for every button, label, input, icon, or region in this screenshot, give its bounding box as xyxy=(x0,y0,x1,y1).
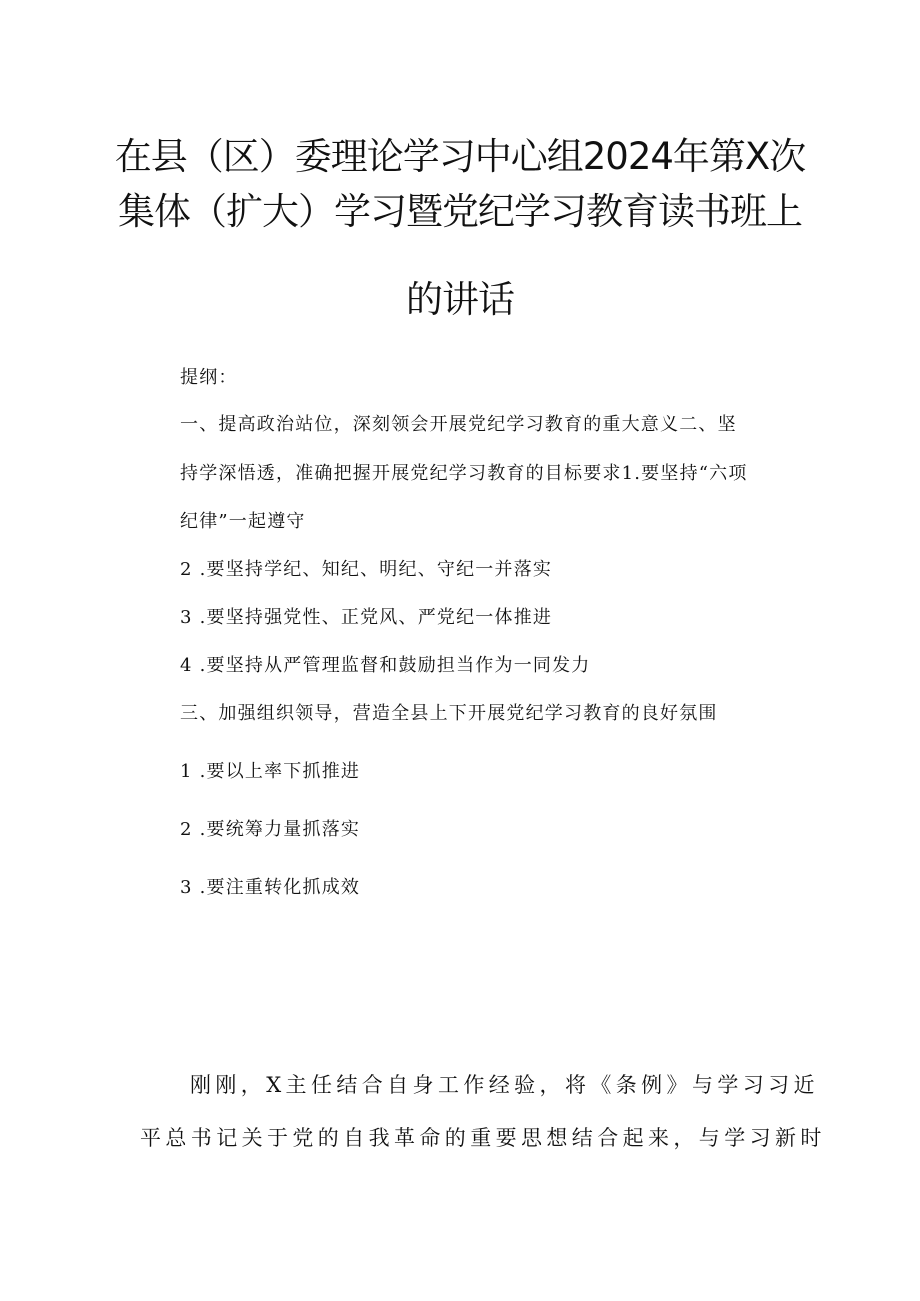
body-paragraph-line-2: 平总书记关于党的自我革命的重要思想结合起来，与学习新时 xyxy=(140,1126,826,1150)
outline-item-1-line-3: 纪律”一起遵守 xyxy=(180,511,306,532)
outline-sub-item-1: 1 .要以上率下抓推进 xyxy=(180,761,361,782)
outline-item-1-line-2: 持学深悟透，准确把握开展党纪学习教育的目标要求1.要坚持“六项 xyxy=(180,463,748,484)
document-title-line-1: 在县（区）委理论学习中心组2024年第X次 xyxy=(114,135,806,178)
outline-item-3: 3 .要坚持强党性、正党风、严党纪一体推进 xyxy=(180,607,553,628)
document-title-line-2: 集体（扩大）学习暨党纪学习教育读书班上 xyxy=(118,190,802,233)
outline-label: 提纲： xyxy=(180,367,238,388)
document-title-line-3: 的讲话 xyxy=(406,278,514,321)
outline-sub-item-2: 2 .要统筹力量抓落实 xyxy=(180,819,361,840)
outline-section-3: 三、加强组织领导，营造全县上下开展党纪学习教育的良好氛围 xyxy=(180,703,718,724)
outline-item-2: 2 .要坚持学纪、知纪、明纪、守纪一并落实 xyxy=(180,559,553,580)
body-paragraph-line-1: 刚刚，X主任结合自身工作经验，将《条例》与学习习近 xyxy=(190,1073,819,1097)
outline-item-1-line-1: 一、提高政治站位，深刻领会开展党纪学习教育的重大意义二、坚 xyxy=(180,414,737,435)
outline-sub-item-3: 3 .要注重转化抓成效 xyxy=(180,877,361,898)
outline-item-4: 4 .要坚持从严管理监督和鼓励担当作为一同发力 xyxy=(180,655,591,676)
